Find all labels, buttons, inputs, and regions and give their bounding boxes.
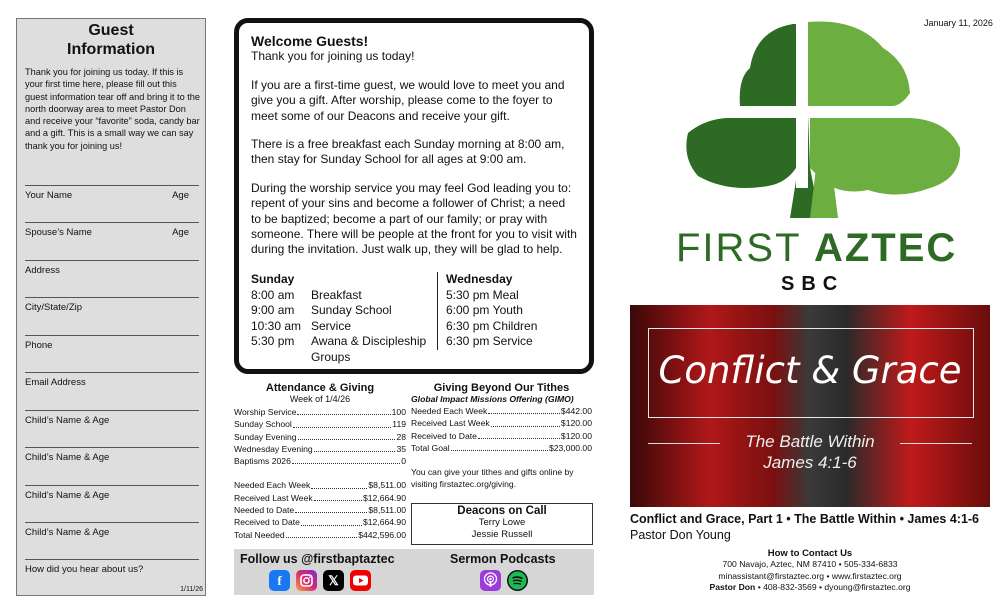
guest-field-label: Child’s Name & Age [25, 527, 110, 538]
contact-title: How to Contact Us [767, 548, 853, 559]
ledger-label: Received Last Week [411, 418, 490, 429]
ledger-label: Received to Date [234, 517, 300, 528]
ledger-label: Total Goal [411, 442, 450, 453]
tree-cross-logo [668, 18, 968, 218]
ledger-leader [293, 418, 391, 427]
attendance-section [234, 382, 406, 541]
ledger-row [411, 405, 592, 417]
guest-field-label: How did you hear about us? [25, 564, 144, 575]
wednesday-schedule-row [446, 303, 586, 319]
ledger-value: 119 [392, 419, 406, 430]
online-giving-note: You can give your tithes and gifts online by visiting firstaztec.org/giving. [411, 467, 574, 490]
ledger-leader [314, 492, 362, 501]
ledger-value: $120.00 [560, 418, 592, 429]
ledger-value: 28 [396, 431, 406, 442]
ledger-row [234, 455, 406, 467]
ledger-value: 0 [401, 456, 406, 467]
ledger-label: Worship Service [234, 407, 297, 417]
ledger-row [234, 418, 406, 430]
ledger-leader [314, 443, 396, 452]
contact-address: 700 Navajo, Aztec, NM 87410 • 505-334-6833 [722, 559, 898, 570]
ledger-row [234, 443, 406, 455]
guest-field-age-label: Age [172, 190, 189, 201]
schedule-event: Children [492, 318, 538, 333]
schedule-time: 9:00 am [251, 303, 295, 317]
sermon-pastor: Pastor Don Young [630, 528, 731, 542]
schedule-time: 8:00 am [251, 287, 295, 302]
ledger-leader [301, 516, 362, 525]
guest-field-label: Child’s Name & Age [25, 490, 110, 501]
schedule-event: Breakfast [311, 287, 362, 302]
welcome-p3: During the worship service you may feel God leading you to: repent of your sins and become a follower of Christ; a need to be baptized; become a part of our family; or pray with someone. There will be people at the front for you to visit with during the invitation. Just walk up, they will be glad to help. [251, 180, 577, 257]
attendance-title: Attendance & Giving [265, 382, 375, 394]
spotify-icon[interactable] [507, 570, 528, 591]
ledger-row [234, 504, 406, 516]
guest-field-label: Email Address [25, 377, 86, 388]
ledger-value: $12,664.90 [362, 517, 406, 528]
schedule-event: Meal [492, 287, 519, 302]
guest-field[interactable] [25, 335, 199, 351]
ledger-label: Sunday School [234, 419, 292, 430]
sunday-schedule [251, 272, 436, 365]
ledger-value: $23,000.00 [548, 442, 592, 453]
sermon-podcasts-label: Sermon Podcasts [450, 552, 556, 566]
ledger-leader [286, 529, 358, 538]
ledger-leader [298, 431, 396, 440]
guest-intro: Thank you for joining us today. If this is your first time here, please fill out this guest information tear off and bring it to the north doorway area to meet Pastor Don and receive your “favorite” soda, candy bar and a gift. This is a small way we can say thank you for joining us! [25, 67, 201, 151]
guest-field[interactable] [25, 485, 199, 501]
ledger-value: $8,511.00 [368, 480, 406, 491]
guest-field[interactable] [25, 297, 199, 313]
deacons-title: Deacons on Call [457, 505, 547, 517]
ledger-leader [451, 442, 548, 451]
ledger-row [411, 442, 592, 454]
guest-title: Guest Information [67, 22, 155, 58]
follow-us-label: Follow us @firstbaptaztec [240, 552, 395, 566]
sermon-banner [630, 305, 990, 507]
ledger-leader [295, 504, 367, 513]
x-icon[interactable]: 𝕏 [323, 570, 344, 591]
ledger-value: $12,664.90 [362, 492, 406, 503]
sunday-schedule-row [251, 334, 436, 365]
ledger-label: Total Needed [234, 529, 285, 540]
guest-info-card [16, 18, 206, 596]
facebook-icon[interactable]: f [269, 570, 290, 591]
ledger-leader [292, 455, 400, 464]
gimo-subtitle: Global Impact Missions Offering (GIMO) [411, 394, 574, 404]
giving-beyond-title: Giving Beyond Our Tithes [433, 382, 570, 394]
ledger-row [411, 417, 592, 429]
ledger-row [234, 406, 406, 418]
brand-name: FIRST AZTEC [676, 226, 958, 270]
wednesday-schedule-row [446, 334, 586, 350]
ledger-row [234, 431, 406, 443]
contact-web: minassistant@firstaztec.org • www.firstaztec.org [718, 570, 902, 581]
contact-section [630, 548, 990, 593]
guest-field-label: Child’s Name & Age [25, 452, 110, 463]
ledger-value: $442,596.00 [358, 529, 406, 540]
wednesday-title: Wednesday [446, 272, 513, 286]
attendance-week: Week of 1/4/26 [289, 394, 351, 404]
guest-field-label: City/State/Zip [25, 302, 83, 313]
wednesday-schedule-row [446, 319, 586, 335]
welcome-box [234, 18, 594, 374]
ledger-row [234, 492, 406, 504]
ledger-label: Needed Each Week [234, 480, 311, 491]
guest-field[interactable] [25, 372, 199, 388]
social-bar [234, 549, 594, 595]
ledger-label: Sunday Evening [234, 431, 297, 442]
ledger-leader [488, 405, 560, 414]
ledger-value: $442.00 [560, 406, 592, 416]
schedule-event: Sunday School [311, 303, 392, 317]
schedule-time: 5:30 pm [446, 287, 490, 302]
guest-field[interactable] [25, 522, 199, 538]
ledger-leader [491, 417, 560, 426]
deacons-box [411, 503, 593, 545]
ledger-label: Baptisms 2026 [234, 456, 291, 467]
bulletin-date: January 11, 2026 [924, 18, 993, 28]
ledger-row [411, 430, 592, 442]
guest-field[interactable] [25, 447, 199, 463]
welcome-line1: Thank you for joining us today! [251, 49, 415, 64]
ledger-label: Received Last Week [234, 492, 313, 503]
ledger-leader [311, 479, 367, 488]
guest-field[interactable] [25, 222, 199, 238]
schedule-time: 6:00 pm [446, 303, 490, 317]
podcasts-icon[interactable] [480, 570, 501, 591]
sermon-title: Conflict and Grace, Part 1 • The Battle Within • James 4:1-6 [630, 512, 980, 526]
ledger-label: Needed to Date [234, 505, 295, 516]
schedule-time: 6:30 pm [446, 334, 490, 348]
sunday-title: Sunday [251, 272, 295, 286]
ledger-leader [478, 430, 560, 439]
schedule-event: Awana & Discipleship Groups [311, 334, 427, 364]
ledger-label: Needed Each Week [411, 406, 488, 416]
schedule-time: 10:30 am [251, 318, 302, 333]
giving-beyond-section [411, 382, 592, 490]
guest-field-label: Address [25, 265, 60, 276]
banner-subtitle: The Battle Within James 4:1-6 [745, 432, 875, 472]
schedule-event: Service [492, 334, 533, 348]
guest-field-label: Phone [25, 340, 53, 351]
ledger-label: Received to Date [411, 430, 477, 441]
schedule-time: 6:30 pm [446, 318, 490, 333]
ledger-value: 35 [396, 443, 406, 454]
ledger-value: 100 [391, 407, 406, 417]
guest-field[interactable] [25, 410, 199, 426]
ledger-row [234, 479, 406, 491]
ledger-leader [297, 406, 390, 415]
guest-field[interactable] [25, 260, 199, 276]
contact-pastor: Pastor Don • 408-832-3569 • dyoung@firstaztec.org [709, 581, 911, 592]
guest-field[interactable] [25, 185, 199, 201]
schedule-time: 5:30 pm [251, 334, 295, 348]
ledger-row [234, 516, 406, 528]
welcome-p1: If you are a first-time guest, we would love to meet you and give you a gift. After worship, please come to the foyer to meet some of our Deacons and receive your gift. [251, 77, 565, 123]
welcome-p2: There is a free breakfast each Sunday morning at 8:00 am, then stay for Sunday School for all ages at 9:00 am. [251, 137, 565, 167]
guest-date: 1/11/26 [180, 586, 203, 593]
ledger-label: Wednesday Evening [234, 443, 313, 454]
ledger-value: $120.00 [560, 430, 592, 441]
guest-field[interactable] [25, 559, 199, 575]
sunday-schedule-row [251, 288, 436, 304]
youtube-icon[interactable] [350, 570, 371, 591]
ledger-row [234, 529, 406, 541]
instagram-icon[interactable] [296, 570, 317, 591]
deacon-name: Jessie Russell [471, 529, 533, 540]
brand-sbc: SBC [781, 273, 845, 295]
guest-field-label: Your Name [25, 190, 73, 201]
welcome-title: Welcome Guests! [251, 33, 369, 49]
guest-field-label: Child’s Name & Age [25, 415, 110, 426]
wednesday-schedule [437, 272, 586, 350]
sunday-schedule-row [251, 303, 436, 319]
wednesday-schedule-row [446, 288, 586, 304]
schedule-event: Youth [492, 303, 523, 317]
guest-field-label: Spouse’s Name [25, 227, 92, 238]
guest-field-age-label: Age [172, 227, 189, 238]
sunday-schedule-row [251, 319, 436, 335]
ledger-value: $8,511.00 [368, 505, 406, 516]
schedule-event: Service [311, 318, 352, 333]
deacon-name: Terry Lowe [478, 517, 526, 528]
banner-title: Conflict & Grace [658, 349, 962, 392]
